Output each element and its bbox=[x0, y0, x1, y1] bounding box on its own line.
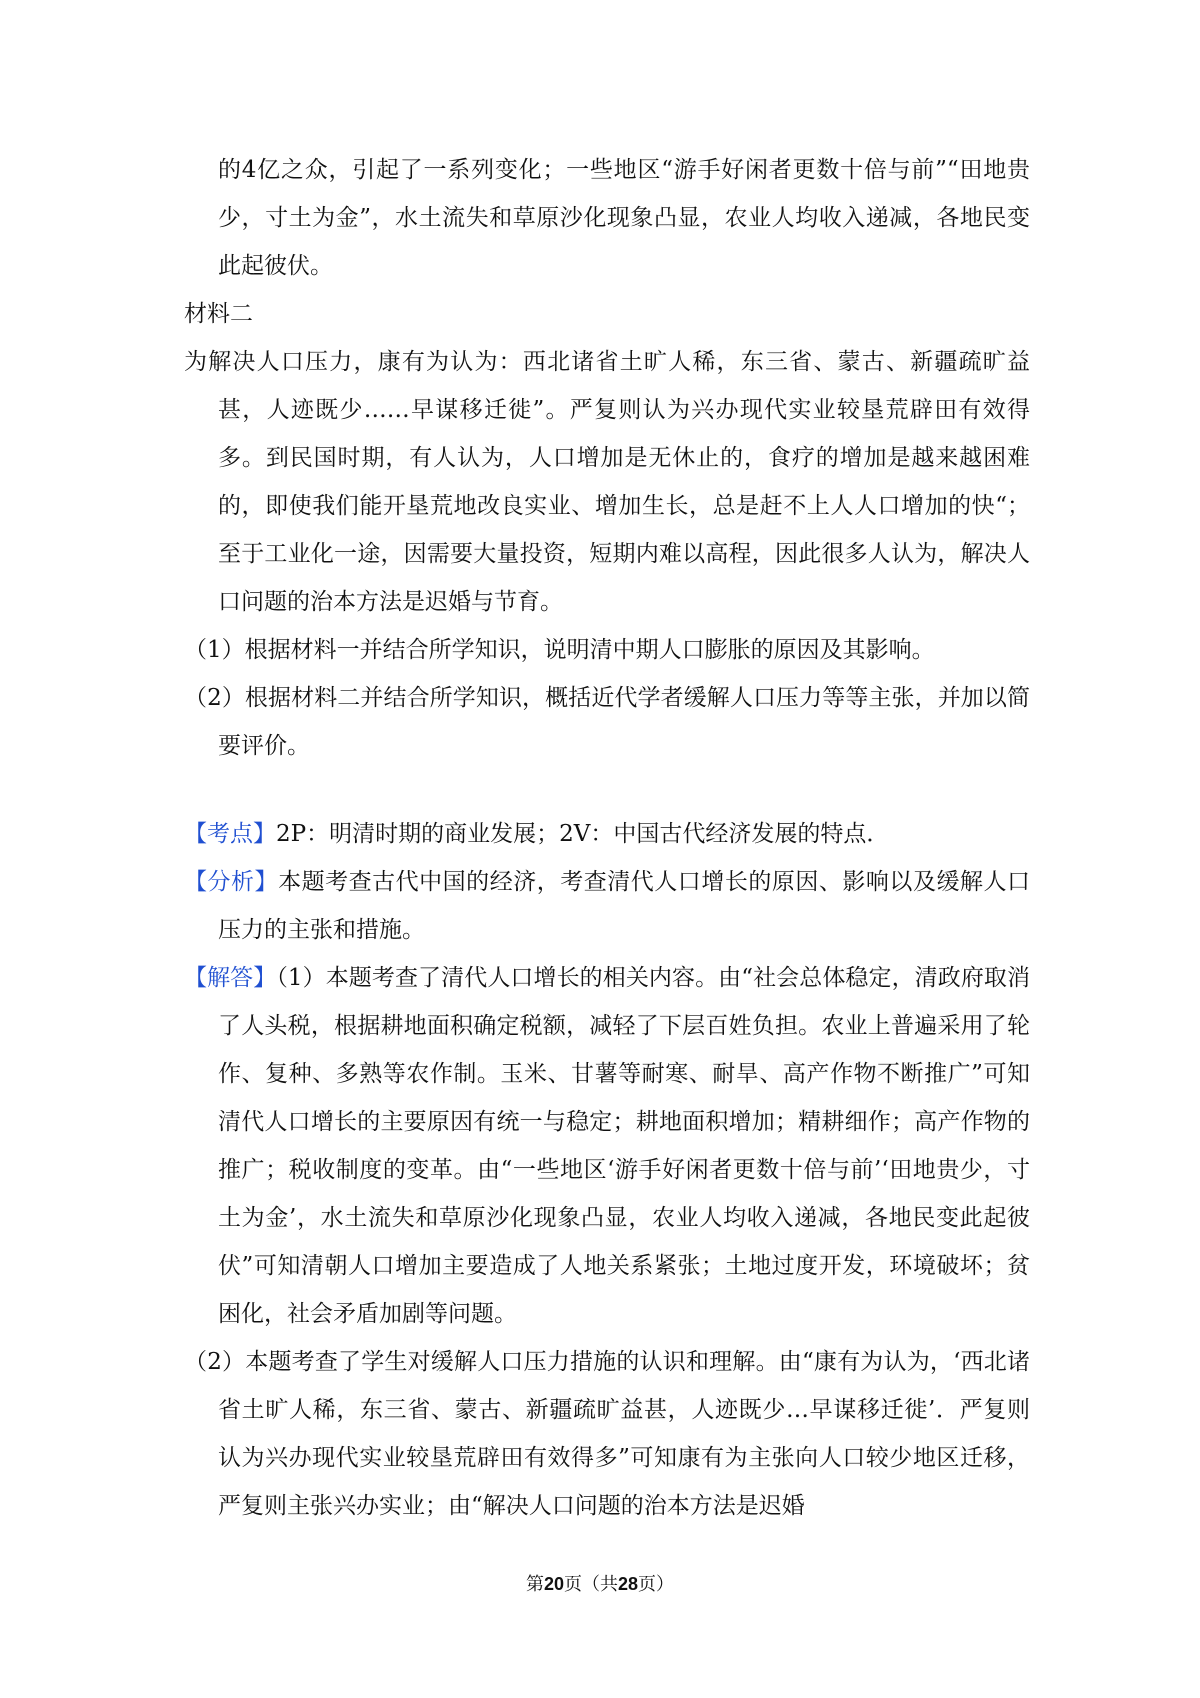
footer-prefix: 第 bbox=[525, 1574, 544, 1595]
material2-title: 材料二 bbox=[184, 301, 253, 327]
kaodian-tag: 【考点】 bbox=[184, 821, 276, 847]
jieda-paragraph bbox=[184, 954, 1030, 1338]
footer-page-number: 20 bbox=[543, 1574, 564, 1594]
jieda-text: （1）本题考查了清代人口增长的相关内容。由“社会总体稳定，清政府取消了人头税，根据耕地面积确定税额，减轻了下层百姓负担。农业上普遍采用了轮作、复种、多熟等农作制。玉米、甘薯等耐寒、耐旱、高产作物不断推广”可知清代人口增长的主要原因有统一与稳定；耕地面积增加；精耕细作；高产作物的推广；税收制度的变革。由“一些地区‘游手好闲者更数十倍与前’‘田地贵少，寸土为金’，水土流失和草原沙化现象凸显，农业人均收入递减，各地民变此起彼伏”可知清朝人口增加主要造成了人地关系紧张；土地过度开发，环境破坏；贫困化，社会矛盾加剧等问题。 bbox=[218, 965, 1030, 1327]
fenxi-tag: 【分析】 bbox=[184, 869, 279, 895]
page-footer bbox=[0, 1570, 1200, 1596]
question-1: （1）根据材料一并结合所学知识，说明清中期人口膨胀的原因及其影响。 bbox=[184, 637, 935, 663]
fenxi-text: 本题考查古代中国的经济，考查清代人口增长的原因、影响以及缓解人口压力的主张和措施。 bbox=[218, 869, 1031, 943]
footer-total-pages: 28 bbox=[618, 1574, 639, 1594]
material1-continuation: 的4亿之众，引起了一系列变化；一些地区“游手好闲者更数十倍与前”“田地贵少，寸土为金”，水土流失和草原沙化现象凸显，农业人均收入递减，各地民变此起彼伏。 bbox=[218, 157, 1030, 279]
fenxi-paragraph bbox=[184, 858, 1030, 954]
page-content bbox=[184, 146, 1030, 1530]
kaodian-text: 2P：明清时期的商业发展；2V：中国古代经济发展的特点． bbox=[276, 821, 890, 847]
footer-middle: 页（共 bbox=[564, 1574, 618, 1595]
section-gap bbox=[184, 770, 1030, 810]
answer-2-paragraph: （2）本题考查了学生对缓解人口压力措施的认识和理解。由“康有为认为，‘西北诸省土旷人稀，东三省、蒙古、新疆疏旷益甚，人迹既少…早谋移迁徙’．严复则认为兴办现代实业较垦荒辟田有效得多”可知康有为主张向人口较少地区迁移，严复则主张兴办实业；由“解决人口问题的治本方法是迟婚 bbox=[184, 1349, 1030, 1519]
material2-body: 为解决人口压力，康有为认为：西北诸省土旷人稀，东三省、蒙古、新疆疏旷益甚，人迹既少……早谋移迁徙”。严复则认为兴办现代实业较垦荒辟田有效得多。到民国时期，有人认为，人口增加是无休止的，食疗的增加是越来越困难的，即使我们能开垦荒地改良实业、增加生长，总是赶不上人人口增加的快“；至于工业化一途，因需要大量投资，短期内难以高程，因此很多人认为，解决人口问题的治本方法是迟婚与节育。 bbox=[184, 349, 1030, 615]
question-2: （2）根据材料二并结合所学知识，概括近代学者缓解人口压力等等主张，并加以简要评价。 bbox=[184, 685, 1030, 759]
footer-suffix: 页） bbox=[638, 1574, 675, 1595]
kaodian-paragraph bbox=[184, 810, 1030, 858]
jieda-tag: 【解答】 bbox=[184, 965, 277, 991]
